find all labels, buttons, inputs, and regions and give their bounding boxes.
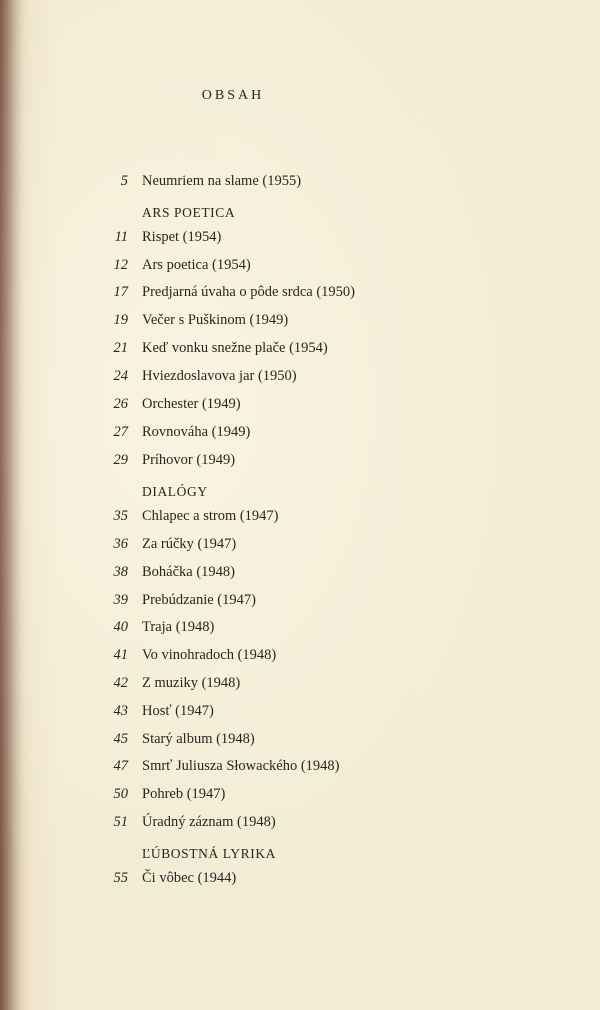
toc-entry <box>0 365 600 387</box>
toc-entry-title: Večer s Puškinom (1949) <box>142 312 289 328</box>
toc-entry-title: Či vôbec (1944) <box>142 870 237 886</box>
toc-entry-title: Starý album (1948) <box>142 731 255 747</box>
toc-entry <box>0 505 600 527</box>
toc-entry-title: Smrť Juliusza Słowackého (1948) <box>142 758 340 774</box>
toc-entry <box>0 309 600 331</box>
toc-entry-title: Hosť (1947) <box>142 703 214 719</box>
toc-entry <box>0 811 600 833</box>
toc-entry <box>0 755 600 777</box>
toc-page-number: 29 <box>113 452 128 468</box>
toc-entry-title: Traja (1948) <box>142 619 215 635</box>
toc-page-number: 42 <box>113 675 128 691</box>
toc-entry <box>0 644 600 666</box>
toc-entry <box>0 867 600 889</box>
toc-entry-title: Za rúčky (1947) <box>142 536 237 552</box>
toc-page-number: 43 <box>113 703 128 719</box>
toc-entry <box>0 700 600 722</box>
toc-entry-title: Z muziky (1948) <box>142 675 241 691</box>
toc-entry-title: Rispet (1954) <box>142 229 222 245</box>
toc-entry <box>0 672 600 694</box>
toc-entry-title: Príhovor (1949) <box>142 452 236 468</box>
toc-page-number: 45 <box>113 731 128 747</box>
toc-entry-title: Úradný záznam (1948) <box>142 814 276 830</box>
toc-entry <box>0 170 600 192</box>
toc-page-number: 40 <box>113 619 128 635</box>
toc-entry-title: Orchester (1949) <box>142 396 241 412</box>
toc-page-number: 17 <box>113 284 128 300</box>
toc-page-number: 38 <box>113 564 128 580</box>
toc-page-number: 47 <box>113 758 128 774</box>
toc-entry <box>0 226 600 248</box>
toc-section-heading: DIALÓGY <box>142 484 208 499</box>
toc-page-number: 27 <box>113 424 128 440</box>
toc-section-heading: ĽÚBOSTNÁ LYRIKA <box>142 846 277 861</box>
toc-page-number: 26 <box>113 396 128 412</box>
toc-entry-title: Predjarná úvaha o pôde srdca (1950) <box>142 284 355 300</box>
toc-page-number: 35 <box>113 508 128 524</box>
toc-entry-title: Boháčka (1948) <box>142 564 236 580</box>
toc-page-number: 55 <box>113 870 128 886</box>
toc-entry-title: Prebúdzanie (1947) <box>142 592 256 608</box>
toc-page-number: 51 <box>113 814 128 830</box>
toc-entry <box>0 783 600 805</box>
toc-entry-title: Chlapec a strom (1947) <box>142 508 279 524</box>
toc-entry <box>0 281 600 303</box>
toc-entry-title: Rovnováha (1949) <box>142 424 251 440</box>
toc-section-heading: ARS POETICA <box>142 205 236 220</box>
toc-entry <box>0 254 600 276</box>
toc-entry-title: Vo vinohradoch (1948) <box>142 647 277 663</box>
toc-page-number: 41 <box>113 647 128 663</box>
toc-page-number: 50 <box>113 786 128 802</box>
toc-page-number: 12 <box>113 257 128 273</box>
toc-entry-title: Keď vonku snežne plače (1954) <box>142 340 328 356</box>
toc-entry-title: Hviezdoslavova jar (1950) <box>142 368 297 384</box>
page-title: OBSAH <box>201 88 265 103</box>
toc-entry <box>0 421 600 443</box>
toc-entry <box>0 393 600 415</box>
toc-entry <box>0 589 600 611</box>
toc-entry-title: Neumriem na slame (1955) <box>142 173 302 189</box>
toc-page-number: 36 <box>113 536 128 552</box>
toc-entry-title: Pohreb (1947) <box>142 786 226 802</box>
toc-page-number: 21 <box>113 340 128 356</box>
toc-entry-title: Ars poetica (1954) <box>142 257 251 273</box>
toc-entry <box>0 616 600 638</box>
toc-entry <box>0 449 600 471</box>
toc-entry <box>0 728 600 750</box>
toc-entry <box>0 533 600 555</box>
toc-page-number: 11 <box>114 229 128 245</box>
toc-entry <box>0 337 600 359</box>
toc-page-number: 24 <box>113 368 128 384</box>
toc-entry <box>0 561 600 583</box>
toc-page-number: 19 <box>113 312 128 328</box>
toc-page-number: 5 <box>120 173 128 189</box>
toc-page-number: 39 <box>113 592 128 608</box>
